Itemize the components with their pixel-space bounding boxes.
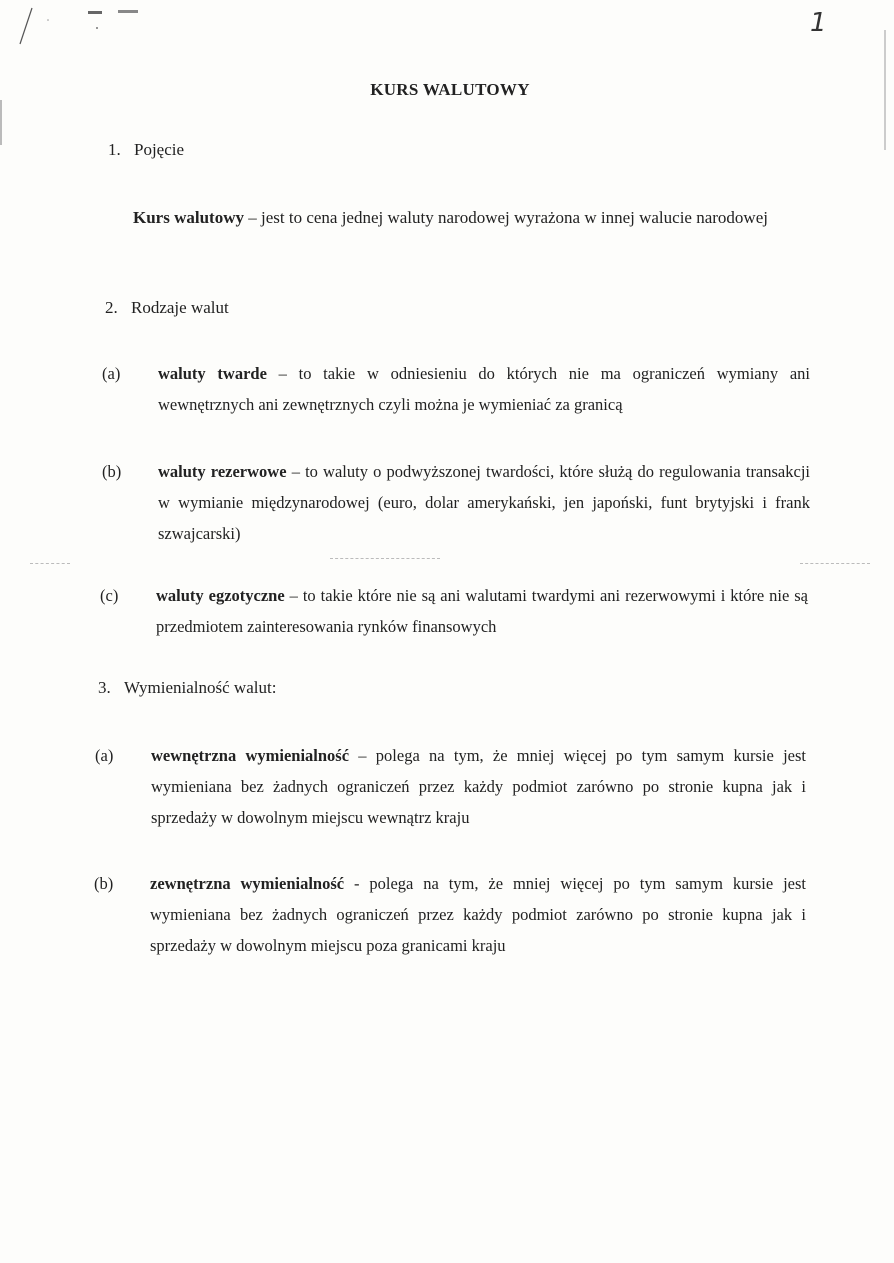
item-term: zewnętrzna wymienialność: [150, 874, 345, 893]
item-text: – to takie w odniesieniu do których nie ma ograniczeń wymiany ani wewnętrznych ani zewnętrznych czyli można je wymieniać za granicą: [158, 364, 810, 414]
item-term: waluty egzotyczne: [156, 586, 285, 605]
list-item: [102, 456, 810, 549]
section-1-title: Pojęcie: [134, 140, 185, 159]
section-1-number: 1.: [108, 140, 121, 159]
item-text: – to waluty o podwyższonej twardości, które służą do regulowania transakcji w wymianie międzynarodowej (euro, dolar amerykański, jen japoński, funt brytyjski i frank szwajcarski): [158, 462, 810, 543]
item-text: – polega na tym, że mniej więcej po tym samym kursie jest wymieniana bez żadnych ograniczeń przez każdy podmiot zarówno po stronie kupna jak i sprzedaży w dowolnym miejscu wewnątrz kraju: [151, 746, 806, 827]
section-1-heading: [108, 140, 184, 160]
item-label: (b): [102, 462, 122, 481]
section-1-definition: [133, 203, 787, 233]
scan-dash-mid: [330, 558, 440, 559]
scan-artifact-marks: [0, 0, 160, 60]
item-text: - polega na tym, że mniej więcej po tym samym kursie jest wymieniana bez żadnych ograniczeń przez każdy podmiot zarówno po stronie kupna jak i sprzedaży w dowolnym miejscu poza granicami kraju: [150, 874, 806, 955]
item-term: waluty rezerwowe: [158, 462, 287, 481]
list-item: [94, 868, 806, 961]
list-item: [100, 580, 808, 642]
definition-term: Kurs walutowy: [133, 208, 244, 227]
section-2-title: Rodzaje walut: [131, 298, 229, 317]
item-text: – to takie które nie są ani walutami twardymi ani rezerwowymi i które nie są przedmiotem zainteresowania rynków finansowych: [156, 586, 808, 636]
item-term: wewnętrzna wymienialność: [151, 746, 350, 765]
scan-dash-right: [800, 563, 870, 564]
list-item: [95, 740, 806, 833]
section-2-heading: [105, 298, 229, 318]
item-label: (b): [94, 874, 114, 893]
section-3-heading: [98, 678, 276, 698]
scan-dash-left: [30, 563, 70, 564]
item-label: (a): [102, 364, 121, 383]
section-2-number: 2.: [105, 298, 118, 317]
page-number: 1: [810, 8, 827, 38]
scan-edge-mark: [0, 100, 2, 145]
item-term: waluty twarde: [158, 364, 267, 383]
section-3-title: Wymienialność walut:: [124, 678, 277, 697]
item-label: (c): [100, 586, 119, 605]
item-label: (a): [95, 746, 114, 765]
list-item: [102, 358, 810, 420]
page-title: KURS WALUTOWY: [370, 80, 530, 99]
definition-text: – jest to cena jednej waluty narodowej wyrażona w innej walucie narodowej: [243, 208, 768, 227]
section-3-number: 3.: [98, 678, 111, 697]
